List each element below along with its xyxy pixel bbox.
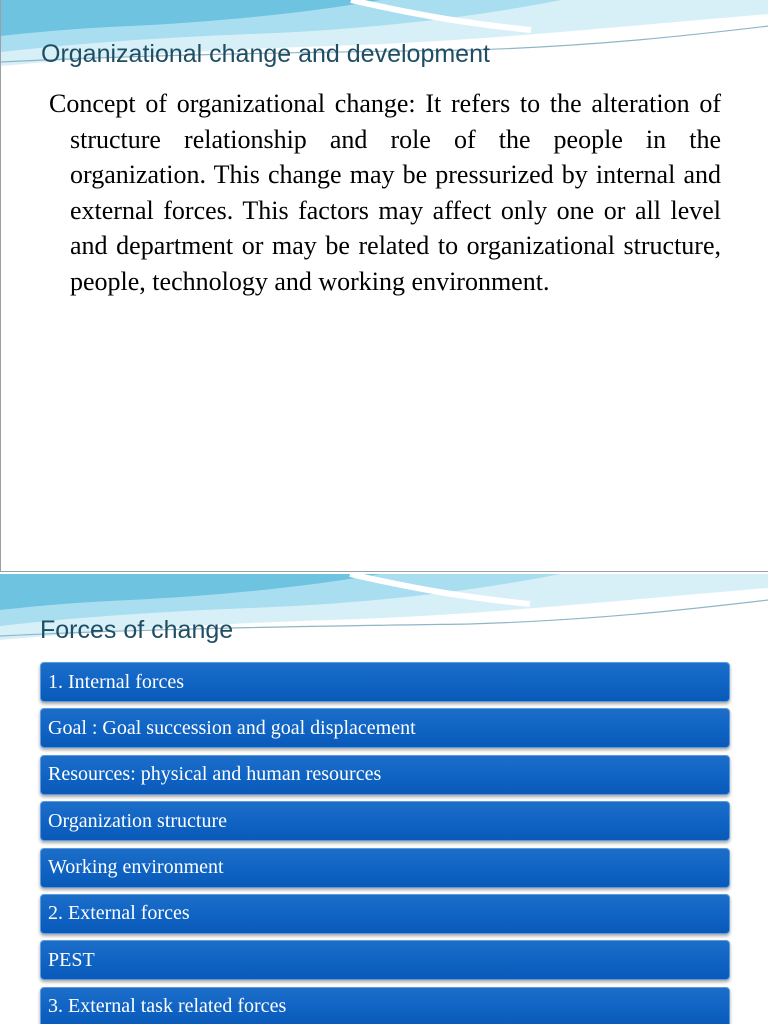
concept-paragraph: Concept of organizational change: It refers to the alteration of structure relationship and role of the people in the organization. This change may be pressurized by internal and external forces. This factors may affect only one or all level and department or may be related to organizational structure, people, technology and working environment. bbox=[49, 89, 721, 296]
list-item-internal-forces: 1. Internal forces bbox=[40, 662, 730, 702]
list-item-pest: PEST bbox=[40, 940, 730, 980]
list-item-resources: Resources: physical and human resources bbox=[40, 755, 730, 795]
list-item-working-environment: Working environment bbox=[40, 848, 730, 888]
list-item-external-forces: 2. External forces bbox=[40, 894, 730, 934]
list-item-external-task-forces: 3. External task related forces bbox=[40, 987, 730, 1024]
slide-title: Organizational change and development bbox=[41, 40, 490, 68]
list-item-goal: Goal : Goal succession and goal displacement bbox=[40, 708, 730, 748]
slide-title: Forces of change bbox=[40, 616, 234, 644]
list-item-organization-structure: Organization structure bbox=[40, 801, 730, 841]
forces-list bbox=[40, 662, 730, 1024]
slide-forces-of-change bbox=[0, 574, 768, 1024]
